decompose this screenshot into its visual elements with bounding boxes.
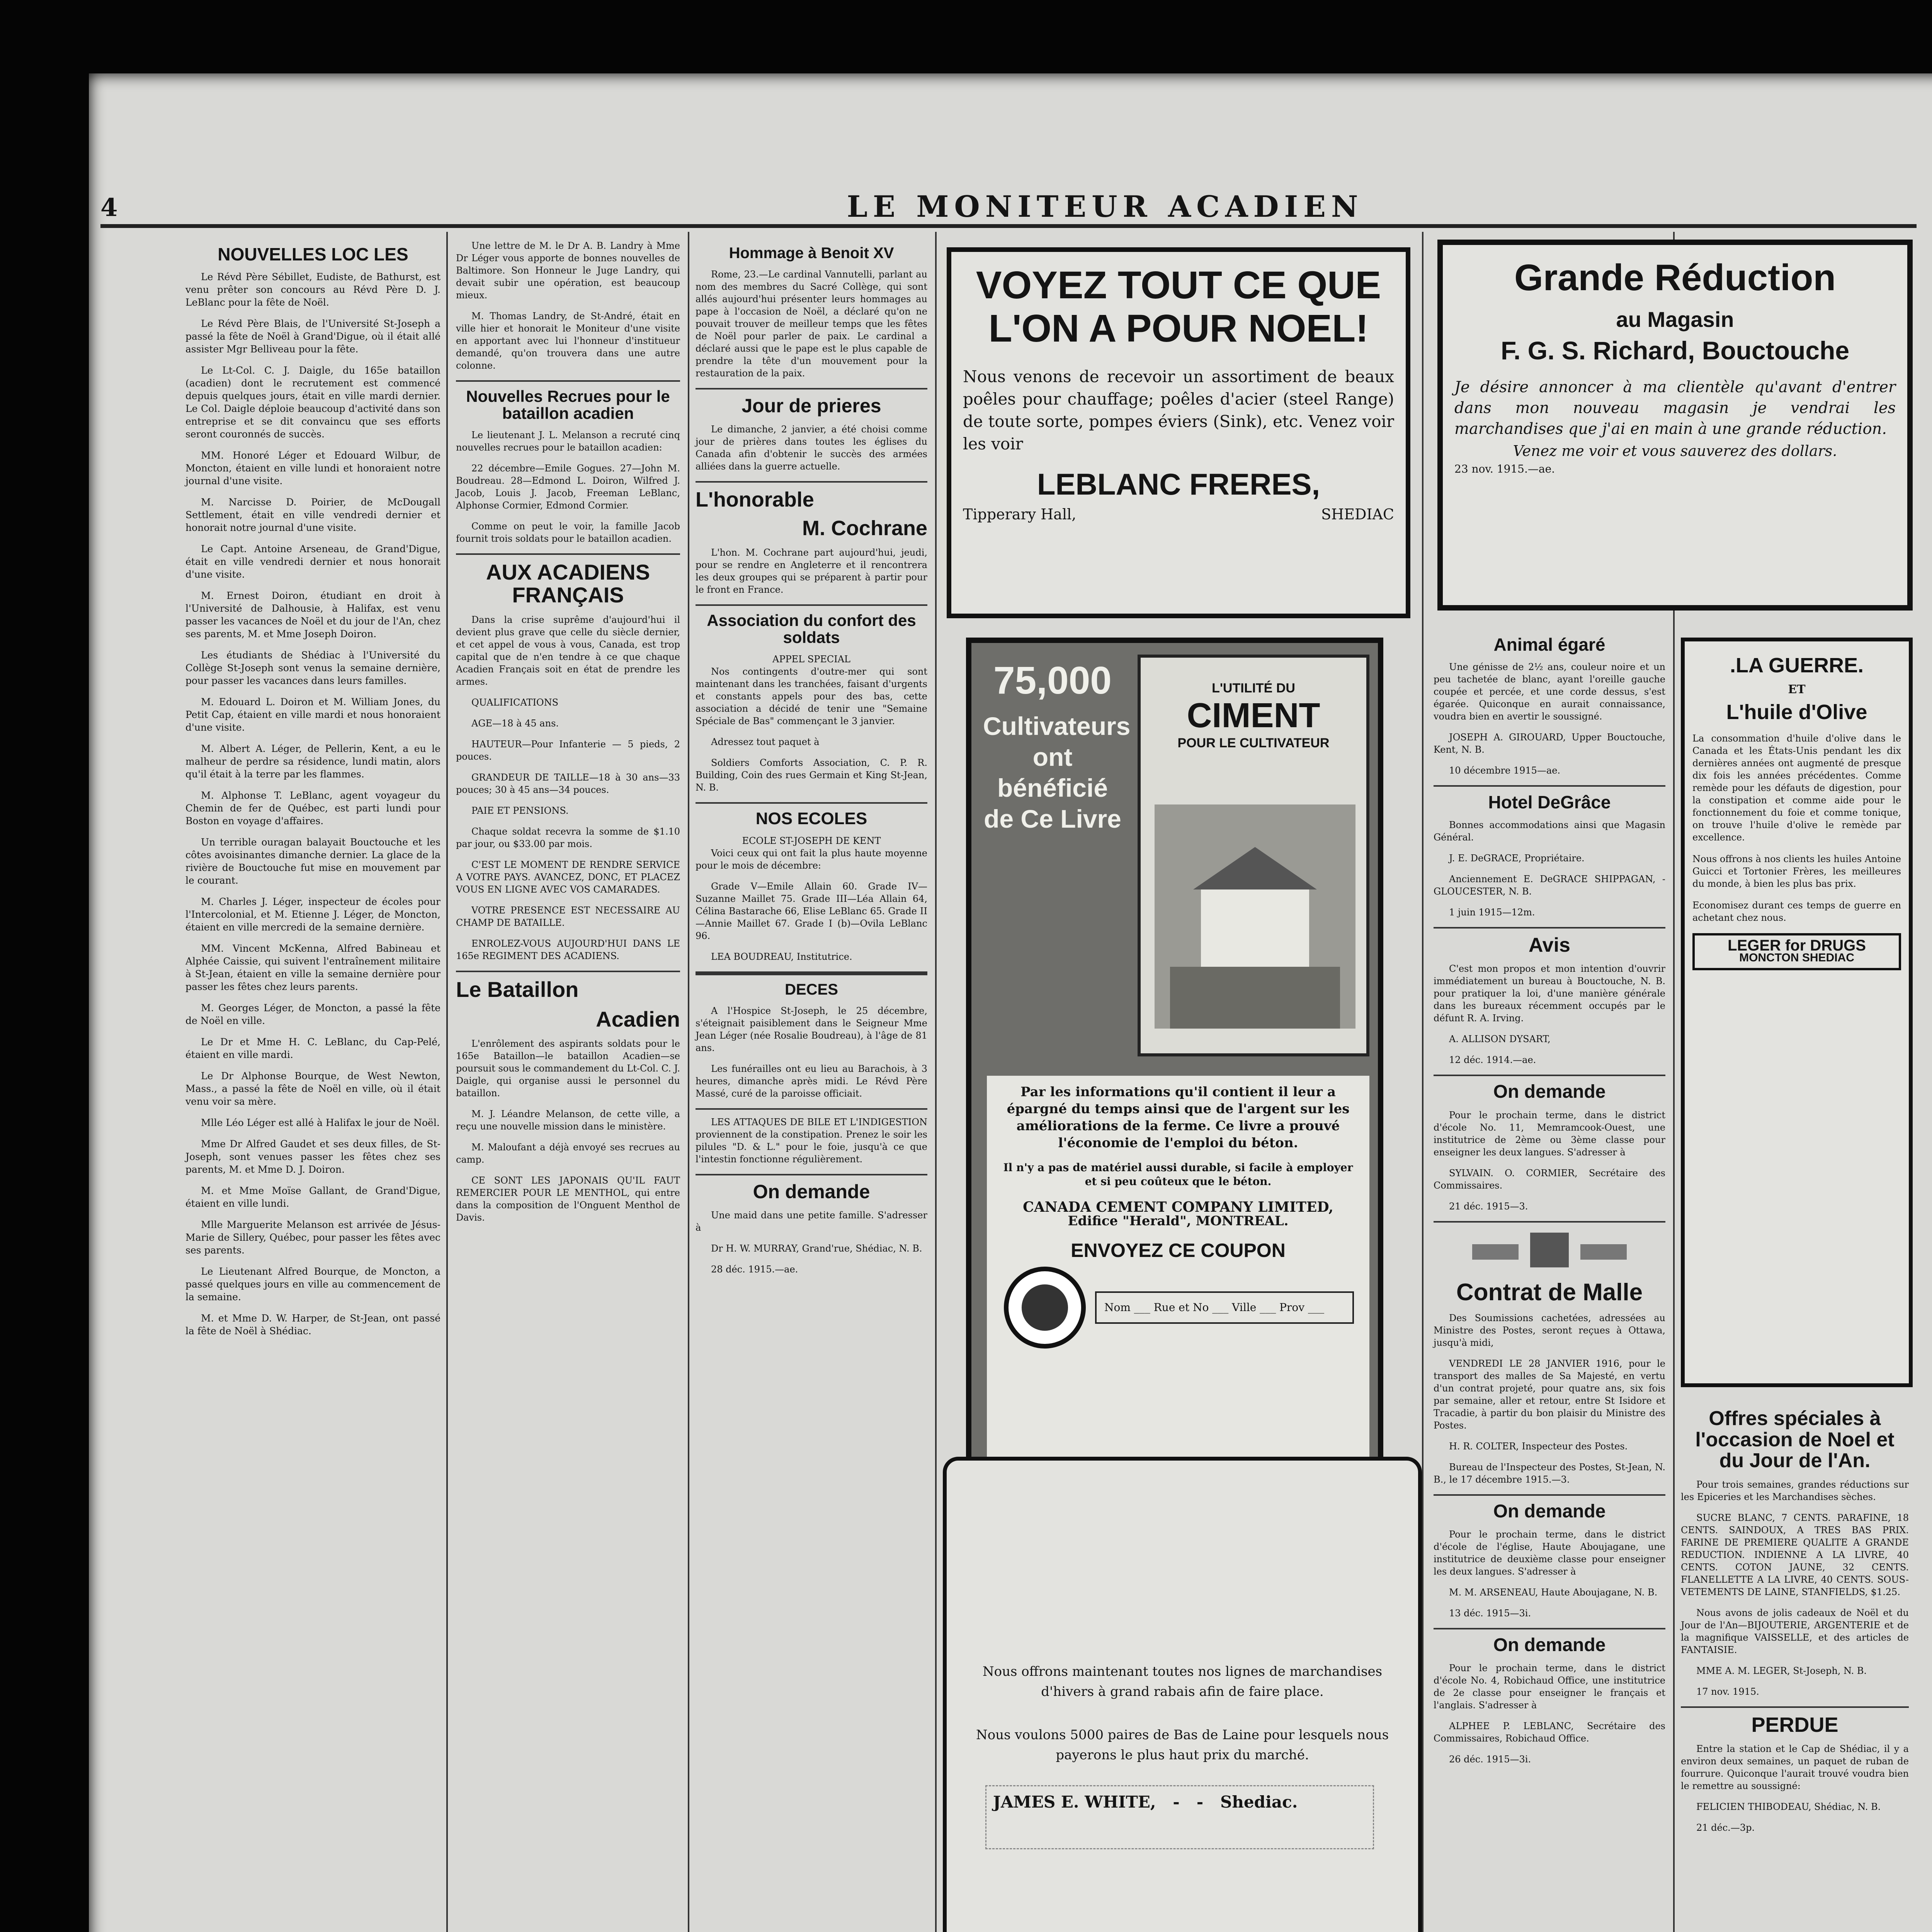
- paragraph: ALPHEE P. LEBLANC, Secrétaire des Commissaires, Robichaud Office.: [1434, 1721, 1665, 1744]
- section-heading: Nouvelles Recrues pour le bataillon acadien: [466, 387, 670, 423]
- farm-illustration: [1155, 804, 1355, 1029]
- faded-stamp: [985, 1785, 1374, 1849]
- paragraph: Un terrible ouragan balayait Bouctouche et les côtes avoisinantes dimanche dernier. La glace de la rivière de Bouctouche fut mise en mouvement par le courant.: [185, 837, 440, 886]
- james-white-ad: [943, 1457, 1422, 1932]
- crest-lion: [1472, 1244, 1519, 1260]
- ad-subtitle: au Magasin: [1616, 307, 1734, 332]
- section-heading: AUX ACADIENS FRANÇAIS: [486, 560, 650, 607]
- paragraph: M. Ernest Doiron, étudiant en droit à l'Université de Dalhousie, à Halifax, est venu passer les vacances de Noël et du jour de l'An, chez ses parents, M. et Mme Joseph Doiron.: [185, 590, 440, 640]
- paragraph: Le Lt-Col. C. J. Daigle, du 165e bataillon (acadien) dont le recrutement est commencé depuis quelques jours, était en ville mardi dernier. Le Col. Daigle déploie beaucoup d'activité dans son entreprise et se dit convaincu que ses efforts seront couronnés de succès.: [185, 365, 440, 440]
- paragraph: Le Révd Père Sébillet, Eudiste, de Bathurst, est venu prêter son concours au Révd Père D. J. LeBlanc pour la fête de Noël.: [185, 271, 440, 308]
- ad-line: Nous offrons maintenant toutes nos lignes de marchandises d'hivers à grand rabais afin de faire place.: [982, 1664, 1383, 1699]
- section-heading: Association du confort des soldats: [707, 611, 916, 646]
- ad-address: [963, 506, 1394, 523]
- paragraph: Le Dr Alphonse Bourque, de West Newton, Mass., a passé la fête de Noël en ville, où il était venu voir sa mère.: [185, 1070, 440, 1107]
- paragraph: A. ALLISON DYSART,: [1449, 1034, 1551, 1045]
- section-heading: NOS ECOLES: [755, 809, 867, 828]
- ad-signature: JAMES E. WHITE, - - Shediac.: [993, 1793, 1298, 1811]
- paragraph: 21 déc.—3p.: [1696, 1822, 1755, 1833]
- section-heading: On demande: [1493, 1635, 1606, 1656]
- paragraph: 1 juin 1915—12m.: [1449, 906, 1535, 918]
- book-title: L'UTILITÉ DU: [1212, 681, 1295, 696]
- paragraph: Economisez durant ces temps de guerre en achetant chez nous.: [1692, 900, 1901, 923]
- news-items: [696, 268, 927, 379]
- paragraph: Le Révd Père Blais, de l'Université St-Joseph a passé la fête de Noël à Grand'Digue, où il était allé assister Mgr Belliveau pour la fête.: [185, 318, 440, 355]
- paragraph: M. Maloufant a déjà envoyé ses recrues au camp.: [456, 1142, 680, 1165]
- paragraph: Le Dr et Mme H. C. LeBlanc, du Cap-Pelé, étaient en ville mardi.: [185, 1036, 440, 1061]
- news-items: [1434, 819, 1665, 918]
- paragraph: Nous offrons à nos clients les huiles Antoine Guicci et Tortonier Frères, les meilleures du monde, à bien les plus bas prix.: [1692, 854, 1901, 889]
- section-heading: Offres spéciales à l'occasion de Noel et du Jour de l'An.: [1695, 1407, 1895, 1472]
- paragraph: 12 déc. 1914.—ae.: [1449, 1054, 1536, 1066]
- paragraph: M. Alphonse T. LeBlanc, agent voyageur du Chemin de fer de Québec, est parti lundi pour Boston en voyage d'affaires.: [185, 790, 440, 827]
- news-items: [696, 847, 927, 963]
- news-items: [696, 665, 927, 794]
- paragraph: J. E. DeGRACE, Propriétaire.: [1449, 852, 1585, 864]
- column-2: [456, 240, 680, 1232]
- section-heading: NOUVELLES LOC LES: [218, 244, 408, 264]
- paragraph: MM. Vincent McKenna, Alfred Babineau et Alphée Caissie, qui suivent l'entraînement militaire à St-Jean, étaient en ville la semaine dernière pour passer les fêtes chez leurs parents.: [185, 943, 440, 993]
- news-items: [1434, 963, 1665, 1066]
- paragraph: Le Lieutenant Alfred Bourque, de Moncton, a passé quelques jours en ville au commencement de la semaine.: [185, 1266, 440, 1303]
- coupon-form: Nom ___ Rue et No ___ Ville ___ Prov ___: [1095, 1291, 1354, 1324]
- column-4: [1434, 630, 1665, 1774]
- section-heading: Acadien: [596, 1007, 680, 1031]
- ad-title: VOYEZ TOUT CE QUE: [976, 264, 1381, 307]
- divider: [696, 388, 927, 389]
- paragraph: AGE—18 à 45 ans.: [471, 718, 559, 729]
- paragraph: M. Narcisse D. Poirier, de McDougall Settlement, était en ville vendredi dernier et honorait notre journal d'une visite.: [185, 497, 440, 534]
- canada-cement-seal-icon: [1002, 1265, 1087, 1350]
- paragraph: Comme on peut le voir, la famille Jacob fournit trois soldats pour le bataillon acadien.: [456, 521, 680, 544]
- paragraph: 13 déc. 1915—3i.: [1449, 1608, 1531, 1619]
- news-items: [1681, 1743, 1909, 1834]
- canada-cement-ad: [966, 638, 1383, 1499]
- paragraph: Nous avons de jolis cadeaux de Noël et du Jour de l'An—BIJOUTERIE, ARGENTERIE et de la magnifique VAISSELLE, et des articles de FANTAISIE.: [1681, 1607, 1909, 1655]
- paragraph: 21 déc. 1915—3.: [1449, 1201, 1528, 1212]
- divider: [696, 971, 927, 975]
- news-items: [696, 1005, 927, 1100]
- news-items: [696, 423, 927, 473]
- divider: [696, 1108, 927, 1110]
- paragraph: Le dimanche, 2 janvier, a été choisi comme jour de prières dans toutes les églises du Canada afin d'obtenir le succès des armées alliées dans la guerre actuelle.: [696, 423, 927, 472]
- section-heading: L'honorable: [696, 488, 814, 511]
- ad-place: Tipperary Hall,: [963, 506, 1077, 523]
- column-rule: [688, 232, 689, 1932]
- news-items: [696, 1116, 927, 1165]
- paragraph: VOTRE PRESENCE EST NECESSAIRE AU CHAMP DE BATAILLE.: [456, 905, 680, 928]
- divider: [696, 604, 927, 606]
- paragraph: L'enrôlement des aspirants soldats pour le 165e Bataillon—le bataillon Acadien—se poursuit sous le commandement du Lt-Col. C. J. Daigle, qui organise aussi le personnel du bataillon.: [456, 1038, 680, 1099]
- paragraph: 22 décembre—Emile Gogues. 27—John M. Boudreau. 28—Edmond L. Doiron, Wilfred J. Jacob, Louis J. Jacob, Freeman LeBlanc, Alphonse Cormier, Edmond Cormier.: [456, 463, 680, 511]
- news-items: [1434, 1528, 1665, 1619]
- paragraph: Mlle Léo Léger est allé à Halifax le jour de Noël.: [201, 1117, 440, 1129]
- paragraph: La consommation d'huile d'olive dans le Canada et les États-Unis pendant les dix dernières années ont augmenté de presque dix fois les années précédentes. Comme remède pour les défauts de digestion, pour la constipation et comme aide pour le fonctionnement du foie et comme tonique, on trouve l'huile d'olive le remède par excellence.: [1692, 733, 1901, 843]
- paragraph: MME A. M. LEGER, St-Joseph, N. B.: [1696, 1665, 1867, 1676]
- news-items: [456, 1037, 680, 1224]
- section-heading: On demande: [753, 1181, 870, 1203]
- paragraph: M. et Mme Moïse Gallant, de Grand'Digue, étaient en ville lundi.: [185, 1185, 440, 1209]
- subheading: APPEL SPECIAL: [772, 654, 850, 665]
- paragraph: Bonnes accommodations ainsi que Magasin Général.: [1434, 819, 1665, 843]
- section-heading: Animal égaré: [1493, 634, 1605, 655]
- ad-fine-print: Il n'y a pas de matériel aussi durable, si facile à employer et si peu coûteux que le béton.: [1003, 1161, 1353, 1188]
- section-heading: Hommage à Benoit XV: [729, 245, 894, 262]
- news-items: [696, 1209, 927, 1276]
- section-heading: On demande: [1493, 1082, 1606, 1102]
- paragraph: Mme Dr Alfred Gaudet et ses deux filles, de St-Joseph, sont venues passer les fêtes chez ses parents, M. et Mme D. J. Doiron.: [185, 1138, 440, 1175]
- paragraph: C'EST LE MOMENT DE RENDRE SERVICE A VOTRE PAYS. AVANCEZ, DONC, ET PLACEZ VOUS EN LIGNE AVEC VOS CAMARADES.: [456, 859, 680, 895]
- ad-title: Grande Réduction: [1514, 257, 1836, 298]
- ad-store: F. G. S. Richard, Bouctouche: [1500, 336, 1850, 365]
- coupon: [1002, 1265, 1354, 1350]
- paragraph: M. Edouard L. Doiron et M. William Jones, du Petit Cap, étaient en ville mardi et nous honoraient d'une visite.: [185, 696, 440, 733]
- book-illustration: [1138, 655, 1369, 1056]
- crest-unicorn: [1580, 1244, 1627, 1260]
- paragraph: M. Thomas Landry, de St-André, était en ville hier et honorait le Moniteur d'une visite en apportant avec lui l'honneur d'institueur demandé, qu'on trouvera dans une autre colonne.: [456, 311, 680, 371]
- ad-body: Par les informations qu'il contient il leur a épargné du temps ainsi que de l'argent sur les améliorations de la ferme. Ce livre a prouvé l'économie de l'emploi du béton.: [1007, 1084, 1350, 1151]
- ad-company: CANADA CEMENT COMPANY LIMITED,: [1023, 1199, 1333, 1215]
- paragraph: M. et Mme D. W. Harper, de St-Jean, ont passé la fête de Noël à Shédiac.: [185, 1313, 440, 1337]
- divider: [696, 1174, 927, 1175]
- column-rule: [1422, 232, 1423, 1932]
- paragraph: LES ATTAQUES DE BILE ET L'INDIGESTION proviennent de la constipation. Prenez le soir les pilules "D. & L." pour le foie, jusqu'à ce que l'intestin fonctionne régulièrement.: [696, 1117, 927, 1165]
- paragraph: Les étudiants de Shédiac à l'Université du Collège St-Joseph sont venus la semaine dernière, pour passer les vacances dans leurs familles.: [185, 650, 440, 687]
- paragraph: 17 nov. 1915.: [1696, 1686, 1759, 1697]
- news-items: [1681, 1478, 1909, 1698]
- paragraph: L'hon. M. Cochrane part aujourd'hui, jeudi, pour se rendre en Angleterre et il rencontrera les deux groupes qui se préparent à partir pour le front en France.: [696, 547, 927, 595]
- paragraph: Les funérailles ont eu lieu au Barachois, à 3 heures, dimanche après midi. Le Révd Père Massé, curé de la paroisse officiait.: [696, 1063, 927, 1099]
- paragraph: Nos contingents d'outre-mer qui sont maintenant dans les tranchées, faisant d'urgents et constants appels pour des bas, cette association a décidé de tenir une "Semaine Spéciale de Bas" commençant le 3 janvier.: [696, 666, 927, 727]
- column-1: [185, 240, 440, 1346]
- divider: [1434, 1221, 1665, 1223]
- news-items: [185, 270, 440, 1337]
- paragraph: M. J. Léandre Melanson, de cette ville, a reçu une nouvelle mission dans le ministère.: [456, 1109, 680, 1132]
- section-heading: PERDUE: [1751, 1713, 1838, 1736]
- ad-lower-panel: [987, 1076, 1369, 1493]
- section-heading: DECES: [785, 981, 838, 998]
- field-shape: [1170, 967, 1340, 1029]
- subheading: ECOLE ST-JOSEPH DE KENT: [742, 835, 881, 847]
- column-rule: [446, 232, 448, 1932]
- news-items: [1434, 1109, 1665, 1213]
- paragraph: Pour le prochain terme, dans le district d'école de l'église, Haute Aboujagane, une institutrice de deuxième classe pour enseigner les deux langues. S'adresser à: [1434, 1529, 1665, 1577]
- section-heading: Hotel DeGrâce: [1488, 792, 1611, 813]
- paragraph: Pour le prochain terme, dans le district d'école No. 4, Robichaud Office, une institutrice de 2e classe pour enseigner le français et l'anglais. S'adresser à: [1434, 1663, 1665, 1711]
- divider: [1434, 1494, 1665, 1496]
- divider: [1681, 1706, 1909, 1708]
- paragraph: M. Albert A. Léger, de Pellerin, Kent, a eu le malheur de perdre sa résidence, lundi matin, alors qu'il était à la terre par les flammes.: [185, 743, 440, 780]
- ad-line: Nous voulons 5000 paires de Bas de Laine pour lesquels nous payerons le plus haut prix du marché.: [976, 1727, 1389, 1763]
- divider: [1434, 927, 1665, 929]
- ad-body: Nous venons de recevoir un assortiment de beaux poêles pour chauffage; poêles d'acier (steel Range) de toute sorte, pompes éviers (Sink), etc. Venez voir les voir: [963, 367, 1394, 453]
- ad-number: 75,000: [993, 659, 1112, 702]
- paragraph: 28 déc. 1915.—ae.: [711, 1264, 798, 1275]
- paragraph: Des Soumissions cachetées, adressées au Ministre des Postes, seront reçues à Ottawa, jusqu'à midi,: [1434, 1312, 1665, 1348]
- divider: [696, 481, 927, 483]
- ad-store-box: [1692, 933, 1901, 970]
- paragraph: LEA BOUDREAU, Institutrice.: [711, 951, 852, 963]
- ad-building: Edifice "Herald", MONTREAL.: [1068, 1213, 1289, 1229]
- divider: [1434, 1628, 1665, 1629]
- paragraph: M. Georges Léger, de Moncton, a passé la fête de Noël en ville.: [185, 1002, 440, 1027]
- coupon-title: ENVOYEZ CE COUPON: [1071, 1240, 1286, 1261]
- ad-title: L'huile d'Olive: [1726, 700, 1867, 724]
- coat-of-arms-icon: [1434, 1229, 1665, 1271]
- paragraph: H. R. COLTER, Inspecteur des Postes.: [1449, 1440, 1628, 1452]
- paragraph: ENROLEZ-VOUS AUJOURD'HUI DANS LE 165e REGIMENT DES ACADIENS.: [456, 938, 680, 961]
- news-items: [1434, 1312, 1665, 1486]
- paragraph: Le Capt. Antoine Arseneau, de Grand'Digue, était en ville vendredi dernier et nous honorait d'une visite.: [185, 543, 440, 580]
- news-items: [456, 614, 680, 962]
- paragraph: FELICIEN THIBODEAU, Shédiac, N. B.: [1696, 1801, 1881, 1813]
- paragraph: Voici ceux qui ont fait la plus haute moyenne pour le mois de décembre:: [696, 848, 927, 871]
- news-items: [1434, 661, 1665, 777]
- page-number: 4: [100, 193, 118, 222]
- paragraph: Dr H. W. MURRAY, Grand'rue, Shédiac, N. B.: [711, 1243, 922, 1254]
- paragraph: Anciennement E. DeGRACE SHIPPAGAN, - GLOUCESTER, N. B.: [1434, 873, 1665, 897]
- book-title: POUR LE CULTIVATEUR: [1177, 736, 1330, 750]
- barn-icon: [1201, 889, 1309, 967]
- paragraph: Rome, 23.—Le cardinal Vannutelli, parlant au nom des membres du Sacré Collège, qui sont allés aujourd'hui présenter leurs hommages au pape à l'occasion de Noël, a déclaré qu'on ne pouvait trouver de meilleur temps que les fêtes de Noël pour parler de paix. Le cardinal a déclaré aussi que le pape est le plus capable de prendre la tête d'un mouvement pour la restauration de la paix.: [696, 269, 927, 379]
- paragraph: M. M. ARSENEAU, Haute Aboujagane, N. B.: [1449, 1587, 1658, 1598]
- paragraph: 26 déc. 1915—3i.: [1449, 1754, 1531, 1765]
- divider: [1434, 785, 1665, 787]
- richard-reduction-ad: [1437, 240, 1913, 611]
- ad-body: [1692, 732, 1901, 924]
- ad-town: SHEDIAC: [1321, 506, 1394, 523]
- paragraph: Soldiers Comforts Association, C. P. R. Building, Coin des rues Germain et King St-Jean, N. B.: [696, 757, 927, 793]
- paragraph: 10 décembre 1915—ae.: [1449, 765, 1561, 776]
- news-items: [1434, 1662, 1665, 1765]
- section-heading: M. Cochrane: [802, 517, 927, 540]
- paragraph: A l'Hospice St-Joseph, le 25 décembre, s'éteignait paisiblement dans le Seigneur Mme Jean Léger (née Rosalie Boudreau), à l'âge de 81 ans.: [696, 1005, 927, 1054]
- ad-slogan: Venez me voir et vous sauverez des dollars.: [1513, 442, 1837, 459]
- ad-title: L'ON A POUR NOEL!: [988, 307, 1369, 350]
- divider: [696, 802, 927, 804]
- paragraph: Dans la crise suprême d'aujourd'hui il devient plus grave que celle du siècle dernier, et cet appel de vous à vous, Canada, est trop capital que de n'en tendre à ce que chaque Acadien Français soit en état de prendre les armes.: [456, 614, 680, 687]
- paragraph: JOSEPH A. GIROUARD, Upper Bouctouche, Kent, N. B.: [1434, 732, 1665, 755]
- section-heading: Contrat de Malle: [1456, 1279, 1643, 1306]
- paragraph: QUALIFICATIONS: [471, 697, 559, 708]
- paragraph: Grade V—Emile Allain 60. Grade IV—Suzanne Maillet 75. Grade III—Léa Allain 64, Célina Bastarache 66, Elise LeBlanc 65. Grade II—Annie Maillet 67. Grade I (b)—Ovila LeBlanc 96.: [696, 881, 927, 942]
- paragraph: Chaque soldat recevra la somme de $1.10 par jour, ou $33.00 par mois.: [456, 826, 680, 849]
- paragraph: HAUTEUR—Pour Infanterie — 5 pieds, 2 pouces.: [456, 738, 680, 762]
- ad-title: .LA GUERRE.: [1730, 654, 1864, 677]
- news-items: [696, 546, 927, 596]
- paragraph: GRANDEUR DE TAILLE—18 à 30 ans—33 pouces; 30 à 45 ans—34 pouces.: [456, 772, 680, 795]
- paragraph: CE SONT LES JAPONAIS QU'IL FAUT REMERCIER POUR LE MENTHOL, qui entre dans la composition de l'Onguent Menthol de Davis.: [456, 1175, 680, 1223]
- paragraph: C'est mon propos et mon intention d'ouvrir immédiatement un bureau à Bouctouche, N. B. pour pratiquer la loi, d'une manière générale dans les bureaux récemment occupés par le défunt R. A. Irving.: [1434, 963, 1665, 1024]
- paragraph: PAIE ET PENSIONS.: [471, 805, 569, 816]
- masthead: [100, 189, 1917, 228]
- ad-town: MONCTON SHEDIAC: [1739, 951, 1854, 964]
- column-3: [696, 240, 927, 1284]
- section-heading: Jour de prieres: [742, 395, 881, 417]
- paragraph: M. Charles J. Léger, inspecteur de écoles pour l'Intercolonial, et M. Etienne J. Léger, de Moncton, étaient en ville mercredi de la semaine dernière.: [185, 896, 440, 933]
- paragraph: Adressez tout paquet à: [711, 736, 820, 748]
- paragraph: Une lettre de M. le Dr A. B. Landry à Mme Dr Léger vous apporte de bonnes nouvelles de Baltimore. Son Honneur le Juge Landry, qui devait subir une opération, est beaucoup mieux.: [456, 240, 680, 301]
- news-items: [456, 240, 680, 372]
- ad-brand: LEBLANC FRERES,: [1037, 467, 1320, 501]
- section-heading: Avis: [1529, 934, 1570, 956]
- news-items: [456, 429, 680, 545]
- paragraph: Une génisse de 2½ ans, couleur noire et un peu tachetée de blanc, ayant l'oreille gauche coupée et percée, et une corde dessus, s'est égarée. Quiconque en aurait connaissance, voudra bien en avertir le soussigné.: [1434, 662, 1665, 722]
- column-5: [1681, 1403, 1909, 1842]
- paragraph: SYLVAIN. O. CORMIER, Secrétaire des Commissaires.: [1434, 1167, 1665, 1191]
- paragraph: Mlle Marguerite Melanson est arrivée de Jésus-Marie de Sillery, Québec, pour passer les fêtes avec ses parents.: [185, 1219, 440, 1256]
- section-heading: Le Bataillon: [456, 977, 579, 1002]
- ad-headline: [983, 658, 1131, 834]
- divider: [456, 553, 680, 555]
- divider: [456, 971, 680, 972]
- ad-body: Je désire annoncer à ma clientèle qu'avant d'entrer dans mon nouveau magasin je vendrai les marchandises que j'ai en main à une grande réduction.: [1454, 378, 1896, 438]
- column-rule: [935, 232, 937, 1932]
- leger-drugs-ad: [1681, 638, 1913, 1387]
- paragraph: VENDREDI LE 28 JANVIER 1916, pour le transport des malles de Sa Majesté, en vertu d'un contrat projeté, pour quatre ans, six fois par semaine, aller et retour, entre St Isidore et Tracadie, à partir du bon plaisir du Ministre des Postes.: [1434, 1358, 1665, 1431]
- paragraph: Entre la station et le Cap de Shédiac, il y a environ deux semaines, un paquet de ruban de fourrure. Quiconque l'aurait trouvé voudra bien le remettre au soussigné:: [1681, 1743, 1909, 1792]
- leblanc-freres-ad: [947, 247, 1410, 618]
- ad-tagline: Cultivateurs ont bénéficié de Ce Livre: [983, 712, 1131, 833]
- paragraph: SUCRE BLANC, 7 CENTS. PARAFINE, 18 CENTS. SAINDOUX, A TRES BAS PRIX. FARINE DE PREMIERE QUALITE A GRANDE REDUCTION. INDIENNE A LA LIVRE, 40 CENTS. COTON JAUNE, 32 CENTS. FLANELLETTE A LA LIVRE, 40 CENTS. SOUS-VETEMENTS DE LAINE, STANFIELDS, $1.25.: [1681, 1512, 1909, 1597]
- ad-spacer: [970, 1484, 1395, 1662]
- divider: [1434, 1075, 1665, 1076]
- paragraph: Pour trois semaines, grandes réductions sur les Epiceries et les Marchandises sèches.: [1681, 1479, 1909, 1502]
- ad-et: ET: [1788, 682, 1806, 696]
- newspaper-title: LE MONITEUR ACADIEN: [847, 189, 1364, 224]
- ad-date: 23 nov. 1915.—ae.: [1454, 463, 1555, 475]
- paragraph: MM. Honoré Léger et Edouard Wilbur, de Moncton, étaient en ville lundi et honoraient notre journal d'une visite.: [185, 450, 440, 487]
- paragraph: Une maid dans une petite famille. S'adresser à: [696, 1209, 927, 1233]
- divider: [456, 380, 680, 382]
- seal-center: [1022, 1284, 1068, 1331]
- paragraph: Pour le prochain terme, dans le district d'école No. 11, Memramcook-Ouest, une institutrice de 2ème ou 3ème classe pour enseigner les deux langues. S'adresser à: [1434, 1109, 1665, 1158]
- section-heading: On demande: [1493, 1501, 1606, 1522]
- paragraph: Le lieutenant J. L. Melanson a recruté cinq nouvelles recrues pour le bataillon acadien:: [456, 430, 680, 453]
- ad-store: LEGER for DRUGS: [1728, 937, 1866, 954]
- paragraph: Bureau de l'Inspecteur des Postes, St-Jean, N. B., le 17 décembre 1915.—3.: [1434, 1461, 1665, 1485]
- crest-shield: [1530, 1233, 1569, 1267]
- book-title: CIMENT: [1187, 696, 1320, 735]
